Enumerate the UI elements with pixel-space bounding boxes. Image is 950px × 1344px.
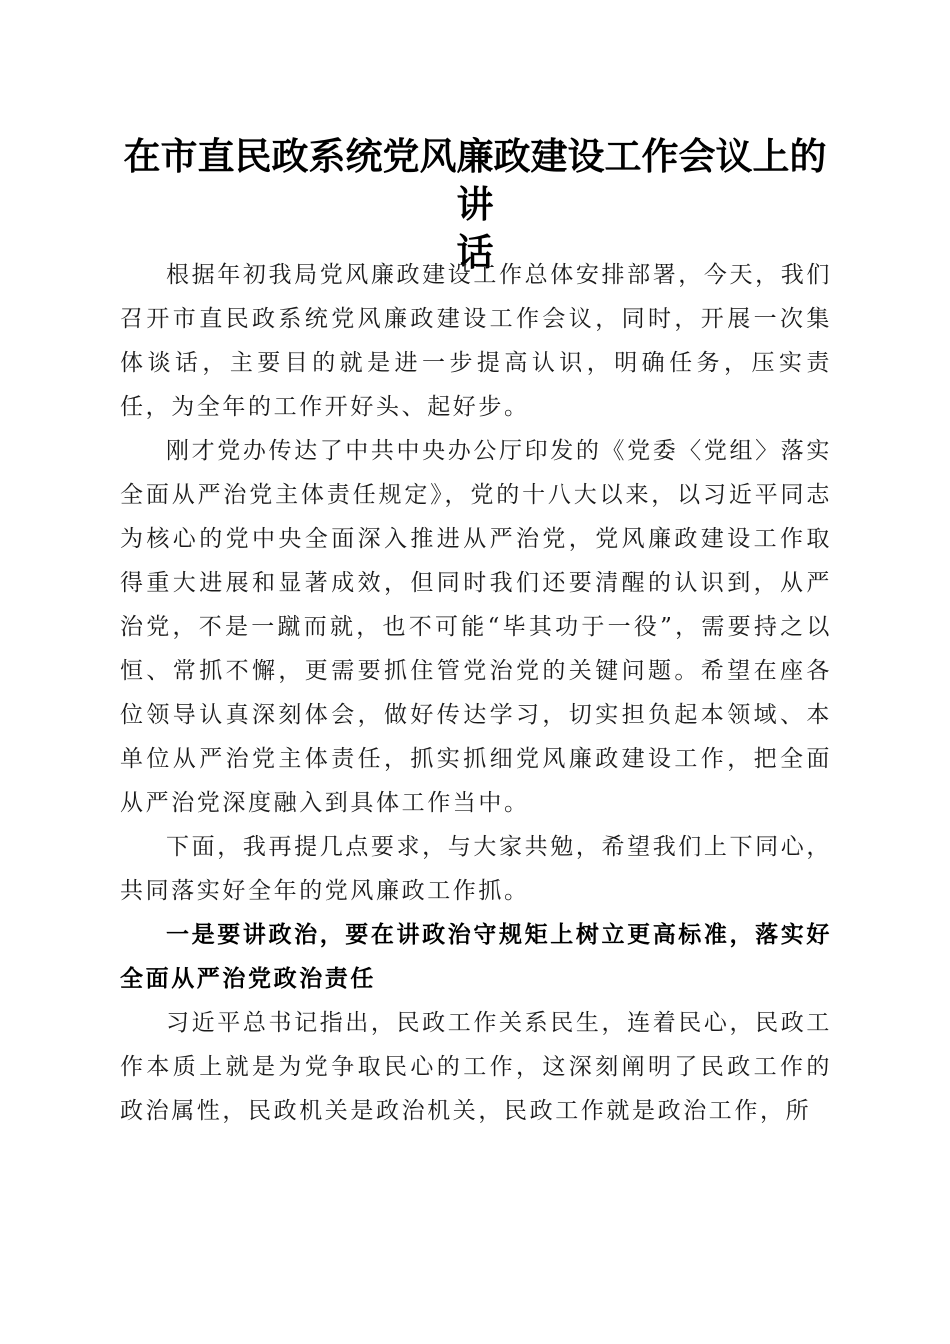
paragraph-requirements: 下面，我再提几点要求，与大家共勉，希望我们上下同心，共同落实好全年的党风廉政工作抓。 — [120, 834, 832, 904]
paragraph-politics: 习近平总书记指出，民政工作关系民生，连着民心，民政工作本质上就是为党争取民心的工作，这深刻阐明了民政工作的政治属性，民政机关是政治机关，民政工作就是政治工作，所 — [120, 1010, 832, 1124]
title-line-1: 在市直民政系统党风廉政建设工作会议上的讲 — [123, 134, 827, 226]
paragraph-regulation: 刚才党办传达了中共中央办公厅印发的《党委〈党组〉落实全面从严治党主体责任规定》，党的十八大以来，以习近平同志为核心的党中央全面深入推进从严治党，党风廉政建设工作取得重大进展和显著成效，但同时我们还要清醒的认识到，从严治党，不是一蹴而就，也不可能“毕其功于一役”，需要持之以恒、常抓不懈，更需要抓住管党治党的关键问题。希望在座各位领导认真深刻体会，做好传达学习，切实担负起本领域、本单位从严治党主体责任，抓实抓细党风廉政建设工作，把全面从严治党深度融入到具体工作当中。 — [120, 438, 832, 816]
paragraph-intro: 根据年初我局党风廉政建设工作总体安排部署，今天，我们召开市直民政系统党风廉政建设工作会议，同时，开展一次集体谈话，主要目的就是进一步提高认识，明确任务，压实责任，为全年的工作开好头、起好步。 — [120, 262, 832, 420]
section-heading-1: 一是要讲政治，要在讲政治守规矩上树立更高标准，落实好全面从严治党政治责任 — [120, 921, 832, 992]
title-line-2: 话 — [456, 230, 494, 274]
document-body — [120, 253, 832, 1133]
